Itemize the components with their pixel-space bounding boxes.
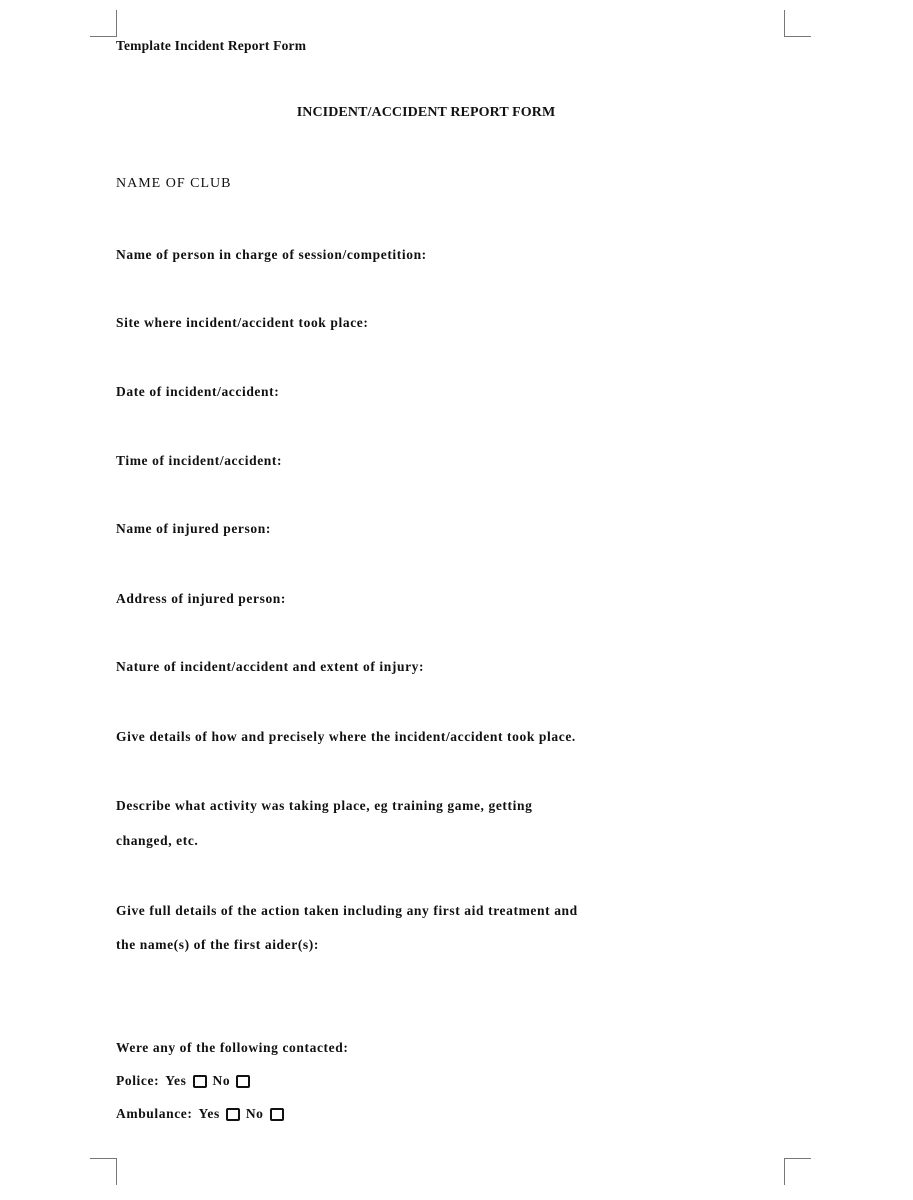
action-label-line1: Give full details of the action taken including any first aid treatment and: [116, 903, 578, 918]
template-title: Template Incident Report Form: [116, 38, 307, 53]
police-no-checkbox[interactable]: [236, 1075, 250, 1088]
club-name-label: NAME OF CLUB: [116, 176, 232, 191]
police-no-label: No: [212, 1073, 231, 1088]
activity-label-line2: changed, etc.: [116, 833, 199, 848]
police-label: Police:: [116, 1073, 160, 1088]
ambulance-no-label: No: [245, 1106, 264, 1121]
crop-mark-bottom-left: [90, 1158, 117, 1185]
person-in-charge-label: Name of person in charge of session/competition:: [116, 247, 427, 262]
ambulance-label: Ambulance:: [116, 1106, 193, 1121]
ambulance-yes-checkbox[interactable]: [226, 1108, 240, 1121]
activity-label-line1: Describe what activity was taking place, eg training game, getting: [116, 798, 533, 813]
nature-label: Nature of incident/accident and extent of injury:: [116, 659, 425, 674]
ambulance-yes-label: Yes: [198, 1106, 220, 1121]
contacted-question: Were any of the following contacted:: [116, 1040, 349, 1055]
date-label: Date of incident/accident:: [116, 384, 280, 399]
police-yes-label: Yes: [165, 1073, 187, 1088]
ambulance-row: [116, 1106, 284, 1122]
ambulance-no-checkbox[interactable]: [270, 1108, 284, 1121]
time-label: Time of incident/accident:: [116, 453, 283, 468]
action-label-line2: the name(s) of the first aider(s):: [116, 937, 319, 952]
police-row: [116, 1073, 250, 1089]
site-label: Site where incident/accident took place:: [116, 315, 369, 330]
details-how-label: Give details of how and precisely where the incident/accident took place.: [116, 729, 576, 744]
crop-mark-top-left: [90, 10, 117, 37]
police-yes-checkbox[interactable]: [193, 1075, 207, 1088]
crop-mark-bottom-right: [784, 1158, 811, 1185]
injured-name-label: Name of injured person:: [116, 521, 271, 536]
injured-address-label: Address of injured person:: [116, 591, 286, 606]
crop-mark-top-right: [784, 10, 811, 37]
form-title: INCIDENT/ACCIDENT REPORT FORM: [296, 105, 556, 120]
